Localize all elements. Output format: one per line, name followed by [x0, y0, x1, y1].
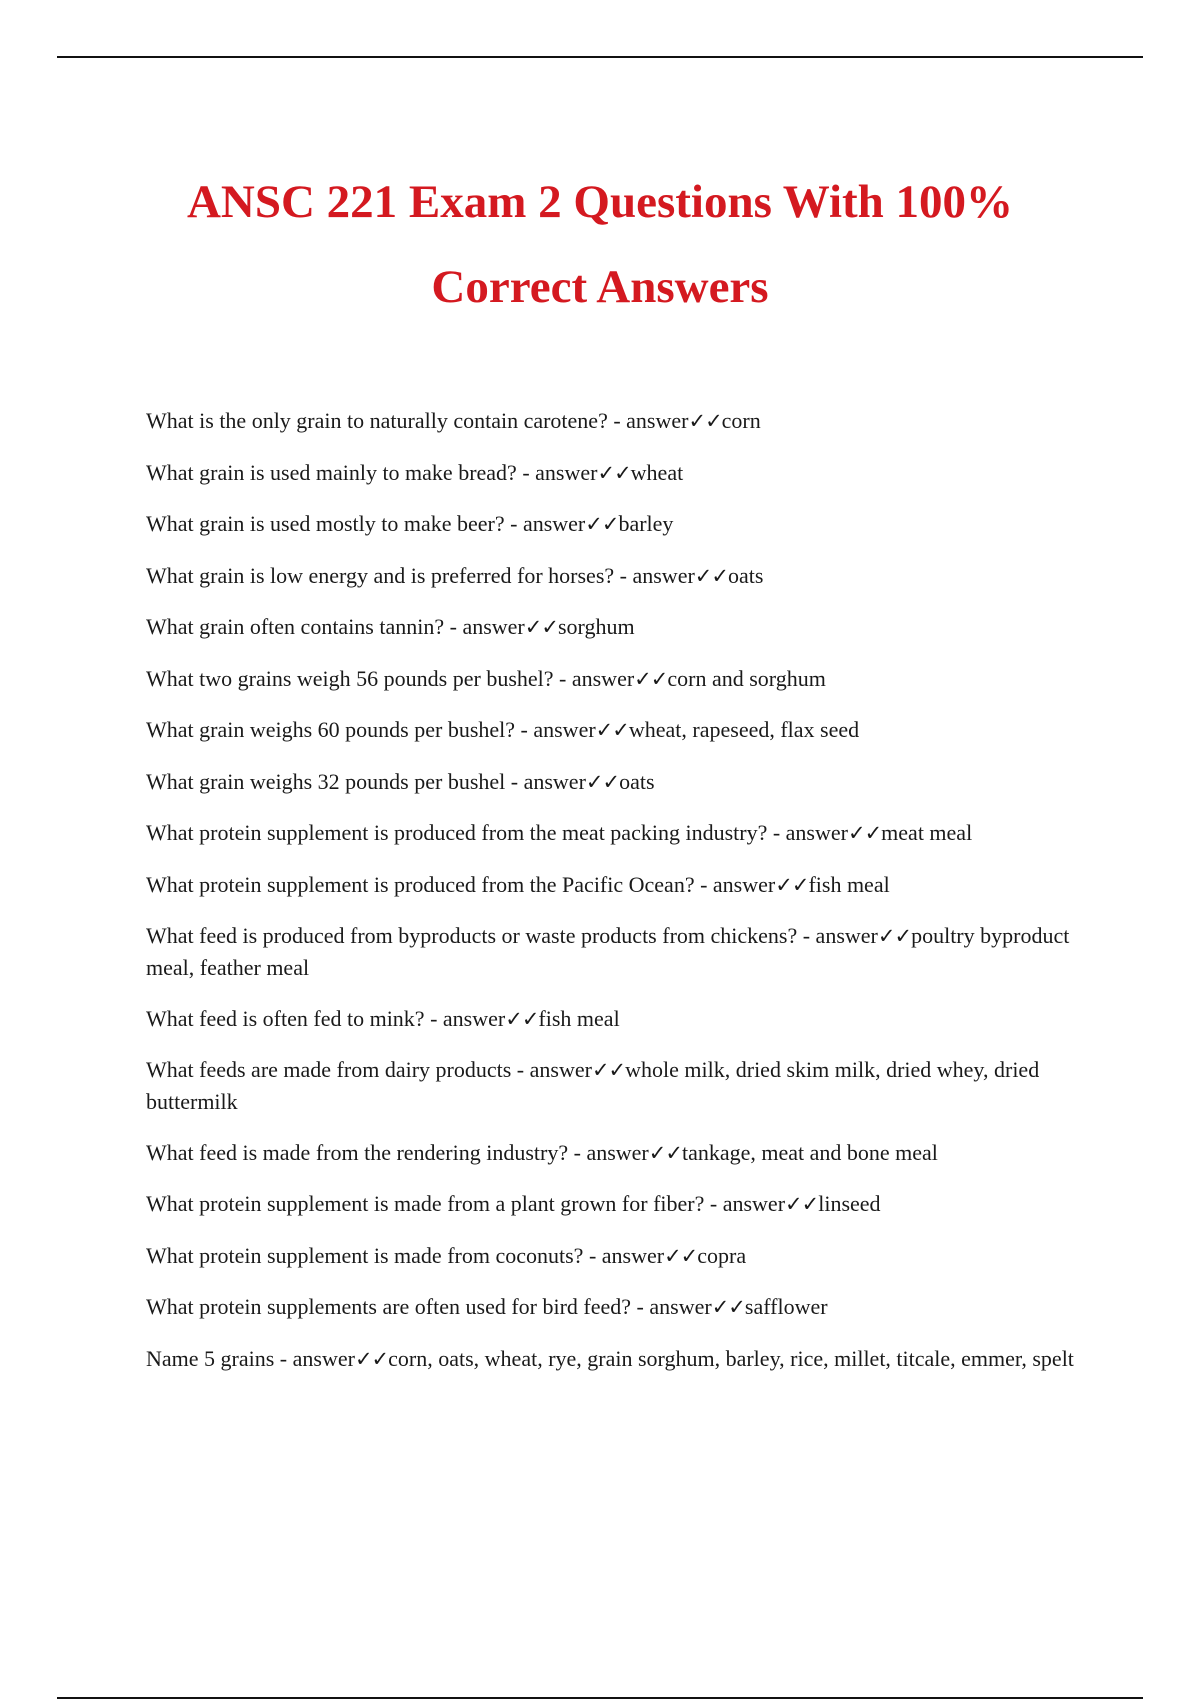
qa-item: [146, 560, 1086, 592]
check-icon: ✓✓: [877, 924, 912, 948]
answer-text: barley: [618, 511, 674, 536]
check-icon: ✓✓: [664, 1243, 698, 1268]
check-icon: ✓✓: [585, 769, 620, 794]
bottom-rule: [57, 1697, 1143, 1699]
qa-item: [146, 457, 1086, 489]
answer-text: whole milk, dried skim milk, dried whey, dried buttermilk: [146, 1057, 1040, 1114]
answer-text: fish meal: [538, 1005, 620, 1031]
check-icon: ✓✓: [847, 821, 882, 845]
question-text: What two grains weigh 56 pounds per bushel?: [146, 665, 554, 691]
answer-text: corn, oats, wheat, rye, grain sorghum, barley, rice, millet, titcale, emmer, spelt: [388, 1345, 1074, 1371]
question-text: What feeds are made from dairy products: [146, 1057, 512, 1082]
question-text: What protein supplement is produced from the Pacific Ocean?: [146, 871, 695, 897]
question-text: What grain weighs 32 pounds per bushel: [146, 768, 506, 794]
answer-text: corn and sorghum: [667, 665, 826, 691]
answer-text: wheat: [630, 459, 684, 485]
answer-text: safflower: [744, 1294, 828, 1319]
check-icon: ✓✓: [648, 1140, 682, 1165]
qa-item: [146, 611, 1086, 643]
check-icon: ✓✓: [775, 872, 809, 897]
check-icon: ✓✓: [785, 1192, 819, 1216]
answer-marker: - answer: [588, 1242, 665, 1268]
answer-marker: - answer: [430, 1005, 506, 1031]
check-icon: ✓✓: [597, 460, 631, 485]
answer-marker: - answer: [522, 459, 598, 485]
answer-marker: - answer: [559, 665, 635, 691]
answer-text: poultry byproduct meal, feather meal: [146, 923, 1070, 980]
check-icon: ✓✓: [688, 409, 722, 433]
question-text: What protein supplement is produced from the meat packing industry?: [146, 820, 768, 845]
check-icon: ✓✓: [634, 666, 668, 691]
answer-text: fish meal: [808, 871, 890, 897]
answer-marker: - answer: [613, 408, 689, 433]
question-text: What is the only grain to naturally contain carotene?: [146, 408, 608, 433]
answer-marker: - answer: [520, 717, 596, 742]
qa-item: [146, 714, 1086, 746]
check-icon: ✓✓: [595, 718, 629, 742]
answer-text: tankage, meat and bone meal: [681, 1139, 938, 1165]
qa-item: [146, 920, 1086, 983]
check-icon: ✓✓: [505, 1006, 539, 1031]
qa-item: [146, 1188, 1086, 1220]
document-title: [100, 160, 1100, 330]
question-text: What grain often contains tannin?: [146, 614, 445, 639]
check-icon: ✓✓: [711, 1295, 745, 1319]
check-icon: ✓✓: [354, 1346, 389, 1371]
qa-item: [146, 405, 1086, 437]
answer-text: sorghum: [557, 614, 635, 639]
qa-item: [146, 1137, 1086, 1169]
question-text: What feed is produced from byproducts or waste products from chickens?: [146, 923, 798, 948]
title-line-1: ANSC 221 Exam 2 Questions With 100%: [186, 176, 1014, 228]
answer-marker: - answer: [573, 1139, 649, 1165]
answer-marker: - answer: [772, 820, 848, 845]
qa-item: [146, 766, 1086, 798]
check-icon: ✓✓: [694, 563, 728, 588]
check-icon: ✓✓: [591, 1058, 626, 1082]
question-text: What grain is used mainly to make bread?: [146, 459, 517, 485]
answer-marker: - answer: [510, 511, 586, 536]
top-rule: [57, 56, 1143, 58]
answer-text: corn: [721, 408, 761, 433]
check-icon: ✓✓: [585, 512, 619, 536]
answer-marker: - answer: [510, 768, 586, 794]
question-text: What protein supplement is made from coconuts?: [146, 1242, 584, 1268]
question-text: Name 5 grains: [146, 1345, 275, 1371]
question-text: What grain weighs 60 pounds per bushel?: [146, 717, 516, 742]
answer-text: wheat, rapeseed, flax seed: [628, 717, 860, 742]
answer-marker: - answer: [279, 1345, 355, 1371]
answer-marker: - answer: [516, 1057, 592, 1082]
question-text: What protein supplement is made from a plant grown for fiber?: [146, 1191, 705, 1216]
answer-text: copra: [697, 1242, 747, 1268]
qa-item: [146, 1240, 1086, 1272]
answer-text: meat meal: [881, 820, 973, 845]
qa-item: [146, 1291, 1086, 1323]
answer-marker: - answer: [802, 923, 878, 948]
question-text: What protein supplements are often used for bird feed?: [146, 1294, 632, 1319]
answer-text: oats: [619, 768, 655, 794]
question-text: What feed is made from the rendering industry?: [146, 1139, 569, 1165]
question-text: What grain is low energy and is preferred for horses?: [146, 562, 615, 588]
answer-marker: - answer: [619, 562, 695, 588]
qa-item: [146, 1343, 1086, 1375]
qa-item: [146, 869, 1086, 901]
answer-marker: - answer: [449, 614, 525, 639]
title-line-2: Correct Answers: [431, 261, 769, 313]
check-icon: ✓✓: [524, 615, 558, 639]
qa-item: [146, 1003, 1086, 1035]
qa-item: [146, 817, 1086, 849]
answer-marker: - answer: [636, 1294, 712, 1319]
question-text: What grain is used mostly to make beer?: [146, 511, 505, 536]
qa-list: [146, 405, 1086, 1394]
answer-text: linseed: [818, 1191, 881, 1216]
answer-marker: - answer: [700, 871, 776, 897]
answer-marker: - answer: [709, 1191, 786, 1216]
question-text: What feed is often fed to mink?: [146, 1005, 425, 1031]
qa-item: [146, 508, 1086, 540]
answer-text: oats: [728, 562, 764, 588]
qa-item: [146, 663, 1086, 695]
qa-item: [146, 1054, 1086, 1117]
